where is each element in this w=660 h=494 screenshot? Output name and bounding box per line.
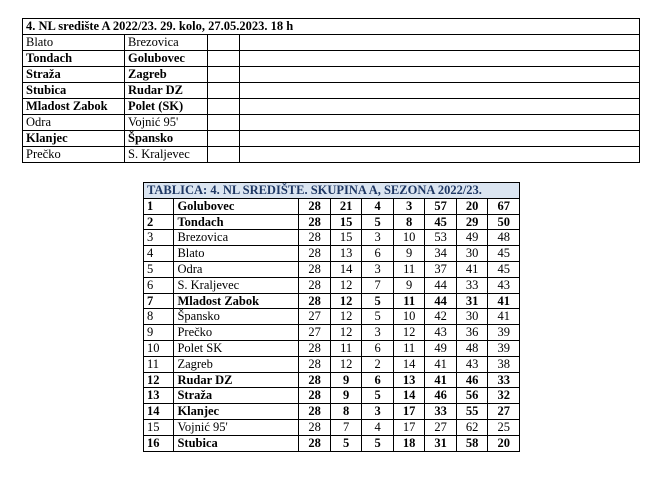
- standing-played: 28: [299, 404, 331, 420]
- standing-row: [144, 277, 520, 293]
- standing-wins: 13: [330, 246, 362, 262]
- fixture-note-cell: [240, 115, 640, 131]
- standing-goals-against: 49: [456, 230, 488, 246]
- standing-draws: 5: [362, 435, 394, 451]
- standing-points: 48: [488, 230, 520, 246]
- standing-goals-against: 55: [456, 404, 488, 420]
- standing-points: 27: [488, 404, 520, 420]
- standing-draws: 5: [362, 388, 394, 404]
- fixtures-title-row: [23, 19, 640, 35]
- standing-wins: 12: [330, 325, 362, 341]
- standing-goals-for: 57: [425, 198, 457, 214]
- standing-goals-against: 43: [456, 356, 488, 372]
- fixture-score-cell: [208, 147, 240, 163]
- standing-position: 16: [144, 435, 174, 451]
- standing-position: 14: [144, 404, 174, 420]
- standing-wins: 11: [330, 340, 362, 356]
- standing-goals-against: 58: [456, 435, 488, 451]
- standing-losses: 14: [393, 388, 425, 404]
- standing-points: 25: [488, 419, 520, 435]
- standing-goals-against: 46: [456, 372, 488, 388]
- standing-losses: 10: [393, 230, 425, 246]
- standing-played: 27: [299, 309, 331, 325]
- standing-position: 1: [144, 198, 174, 214]
- standing-wins: 12: [330, 356, 362, 372]
- standing-club: S. Kraljevec: [174, 277, 299, 293]
- fixture-note-cell: [240, 51, 640, 67]
- standing-losses: 14: [393, 356, 425, 372]
- standing-played: 28: [299, 340, 331, 356]
- standing-played: 28: [299, 372, 331, 388]
- standing-wins: 21: [330, 198, 362, 214]
- fixture-row: [23, 83, 640, 99]
- standing-played: 28: [299, 356, 331, 372]
- standing-goals-against: 31: [456, 293, 488, 309]
- standing-club: Klanjec: [174, 404, 299, 420]
- standing-wins: 12: [330, 309, 362, 325]
- standing-draws: 3: [362, 261, 394, 277]
- fixture-score-cell: [208, 35, 240, 51]
- standing-points: 38: [488, 356, 520, 372]
- standing-draws: 2: [362, 356, 394, 372]
- standing-losses: 12: [393, 325, 425, 341]
- fixture-score-cell: [208, 67, 240, 83]
- standing-row: [144, 198, 520, 214]
- standing-goals-for: 46: [425, 388, 457, 404]
- standing-points: 41: [488, 309, 520, 325]
- standing-row: [144, 372, 520, 388]
- standing-draws: 7: [362, 277, 394, 293]
- standing-points: 39: [488, 340, 520, 356]
- fixture-home-team: Odra: [23, 115, 125, 131]
- fixture-row: [23, 35, 640, 51]
- standing-row: [144, 293, 520, 309]
- standing-goals-for: 44: [425, 277, 457, 293]
- standing-played: 28: [299, 246, 331, 262]
- fixture-note-cell: [240, 35, 640, 51]
- fixture-score-cell: [208, 115, 240, 131]
- standing-position: 15: [144, 419, 174, 435]
- standing-row: [144, 340, 520, 356]
- standing-club: Tondach: [174, 214, 299, 230]
- standing-points: 32: [488, 388, 520, 404]
- standings-title-row: [144, 183, 520, 199]
- fixture-home-team: Tondach: [23, 51, 125, 67]
- standing-points: 43: [488, 277, 520, 293]
- standing-row: [144, 435, 520, 451]
- standing-position: 11: [144, 356, 174, 372]
- standing-goals-against: 30: [456, 246, 488, 262]
- standing-losses: 17: [393, 404, 425, 420]
- standing-club: Špansko: [174, 309, 299, 325]
- standing-losses: 10: [393, 309, 425, 325]
- standing-losses: 18: [393, 435, 425, 451]
- standing-wins: 5: [330, 435, 362, 451]
- standing-row: [144, 325, 520, 341]
- standing-row: [144, 230, 520, 246]
- standing-wins: 14: [330, 261, 362, 277]
- fixture-row: [23, 147, 640, 163]
- standing-row: [144, 404, 520, 420]
- standing-goals-for: 34: [425, 246, 457, 262]
- standing-goals-for: 41: [425, 356, 457, 372]
- standing-row: [144, 214, 520, 230]
- standing-draws: 3: [362, 325, 394, 341]
- standing-points: 50: [488, 214, 520, 230]
- standing-position: 6: [144, 277, 174, 293]
- standing-goals-against: 41: [456, 261, 488, 277]
- standing-points: 45: [488, 246, 520, 262]
- standing-goals-against: 29: [456, 214, 488, 230]
- standing-row: [144, 419, 520, 435]
- standing-played: 28: [299, 419, 331, 435]
- standing-points: 20: [488, 435, 520, 451]
- standing-club: Brezovica: [174, 230, 299, 246]
- standing-wins: 12: [330, 293, 362, 309]
- standing-goals-for: 45: [425, 214, 457, 230]
- standing-goals-for: 43: [425, 325, 457, 341]
- standing-goals-against: 36: [456, 325, 488, 341]
- standing-position: 13: [144, 388, 174, 404]
- standing-losses: 11: [393, 261, 425, 277]
- standing-position: 7: [144, 293, 174, 309]
- standing-points: 41: [488, 293, 520, 309]
- fixture-away-team: Rudar DZ: [125, 83, 208, 99]
- standing-club: Mladost Zabok: [174, 293, 299, 309]
- standing-draws: 4: [362, 198, 394, 214]
- fixture-note-cell: [240, 147, 640, 163]
- standing-club: Odra: [174, 261, 299, 277]
- standing-points: 45: [488, 261, 520, 277]
- standing-losses: 11: [393, 293, 425, 309]
- standing-losses: 9: [393, 246, 425, 262]
- fixture-score-cell: [208, 99, 240, 115]
- standing-position: 2: [144, 214, 174, 230]
- standing-position: 3: [144, 230, 174, 246]
- standing-club: Prečko: [174, 325, 299, 341]
- fixture-away-team: Golubovec: [125, 51, 208, 67]
- standing-losses: 11: [393, 340, 425, 356]
- standing-losses: 9: [393, 277, 425, 293]
- standing-goals-for: 27: [425, 419, 457, 435]
- standing-club: Golubovec: [174, 198, 299, 214]
- standing-goals-for: 53: [425, 230, 457, 246]
- standing-draws: 3: [362, 230, 394, 246]
- standing-goals-for: 44: [425, 293, 457, 309]
- fixture-away-team: S. Kraljevec: [125, 147, 208, 163]
- standing-played: 28: [299, 230, 331, 246]
- standing-goals-for: 42: [425, 309, 457, 325]
- fixture-note-cell: [240, 67, 640, 83]
- standing-row: [144, 261, 520, 277]
- standing-goals-against: 33: [456, 277, 488, 293]
- standing-draws: 5: [362, 309, 394, 325]
- fixture-away-team: Vojnić 95': [125, 115, 208, 131]
- standing-goals-against: 30: [456, 309, 488, 325]
- fixtures-table: [22, 18, 640, 163]
- fixtures-title: 4. NL središte A 2022/23. 29. kolo, 27.05.2023. 18 h: [23, 19, 640, 35]
- fixture-row: [23, 51, 640, 67]
- fixture-row: [23, 99, 640, 115]
- standing-row: [144, 356, 520, 372]
- standing-goals-against: 56: [456, 388, 488, 404]
- fixture-note-cell: [240, 83, 640, 99]
- standings-title: TABLICA: 4. NL SREDIŠTE. SKUPINA A, SEZONA 2022/23.: [144, 183, 520, 199]
- standing-position: 4: [144, 246, 174, 262]
- standing-draws: 6: [362, 246, 394, 262]
- fixture-score-cell: [208, 51, 240, 67]
- standing-goals-for: 41: [425, 372, 457, 388]
- fixture-away-team: Polet (SK): [125, 99, 208, 115]
- fixture-away-team: Špansko: [125, 131, 208, 147]
- standing-losses: 17: [393, 419, 425, 435]
- fixture-note-cell: [240, 99, 640, 115]
- fixture-row: [23, 131, 640, 147]
- standing-draws: 3: [362, 404, 394, 420]
- standing-row: [144, 246, 520, 262]
- standing-wins: 7: [330, 419, 362, 435]
- standing-position: 12: [144, 372, 174, 388]
- fixture-home-team: Blato: [23, 35, 125, 51]
- standing-losses: 8: [393, 214, 425, 230]
- standings-table: [143, 182, 520, 452]
- standing-points: 33: [488, 372, 520, 388]
- standing-goals-against: 48: [456, 340, 488, 356]
- standing-draws: 6: [362, 340, 394, 356]
- standing-points: 67: [488, 198, 520, 214]
- standing-losses: 3: [393, 198, 425, 214]
- standing-club: Vojnić 95': [174, 419, 299, 435]
- fixture-away-team: Brezovica: [125, 35, 208, 51]
- standing-position: 5: [144, 261, 174, 277]
- standing-goals-against: 20: [456, 198, 488, 214]
- standing-goals-for: 49: [425, 340, 457, 356]
- standing-club: Blato: [174, 246, 299, 262]
- fixture-score-cell: [208, 83, 240, 99]
- standing-wins: 9: [330, 372, 362, 388]
- standing-goals-for: 37: [425, 261, 457, 277]
- fixture-row: [23, 67, 640, 83]
- fixture-away-team: Zagreb: [125, 67, 208, 83]
- standing-played: 28: [299, 435, 331, 451]
- standing-played: 28: [299, 388, 331, 404]
- standing-losses: 13: [393, 372, 425, 388]
- standing-played: 28: [299, 214, 331, 230]
- standing-played: 28: [299, 261, 331, 277]
- fixture-home-team: Prečko: [23, 147, 125, 163]
- standing-played: 28: [299, 293, 331, 309]
- standing-points: 39: [488, 325, 520, 341]
- standing-goals-against: 62: [456, 419, 488, 435]
- standing-draws: 4: [362, 419, 394, 435]
- standing-draws: 5: [362, 293, 394, 309]
- standing-draws: 6: [362, 372, 394, 388]
- fixture-score-cell: [208, 131, 240, 147]
- standing-goals-for: 33: [425, 404, 457, 420]
- fixture-home-team: Straža: [23, 67, 125, 83]
- standing-wins: 12: [330, 277, 362, 293]
- standing-played: 27: [299, 325, 331, 341]
- standing-wins: 15: [330, 214, 362, 230]
- standing-draws: 5: [362, 214, 394, 230]
- standing-played: 28: [299, 198, 331, 214]
- standing-position: 10: [144, 340, 174, 356]
- standing-club: Polet SK: [174, 340, 299, 356]
- fixture-row: [23, 115, 640, 131]
- standing-wins: 15: [330, 230, 362, 246]
- standing-club: Stubica: [174, 435, 299, 451]
- fixture-home-team: Stubica: [23, 83, 125, 99]
- fixture-note-cell: [240, 131, 640, 147]
- standing-played: 28: [299, 277, 331, 293]
- standing-wins: 8: [330, 404, 362, 420]
- standing-club: Straža: [174, 388, 299, 404]
- standing-row: [144, 388, 520, 404]
- standing-goals-for: 31: [425, 435, 457, 451]
- fixture-home-team: Mladost Zabok: [23, 99, 125, 115]
- standing-position: 9: [144, 325, 174, 341]
- standing-club: Rudar DZ: [174, 372, 299, 388]
- fixture-home-team: Klanjec: [23, 131, 125, 147]
- standing-club: Zagreb: [174, 356, 299, 372]
- standing-row: [144, 309, 520, 325]
- standing-wins: 9: [330, 388, 362, 404]
- standing-position: 8: [144, 309, 174, 325]
